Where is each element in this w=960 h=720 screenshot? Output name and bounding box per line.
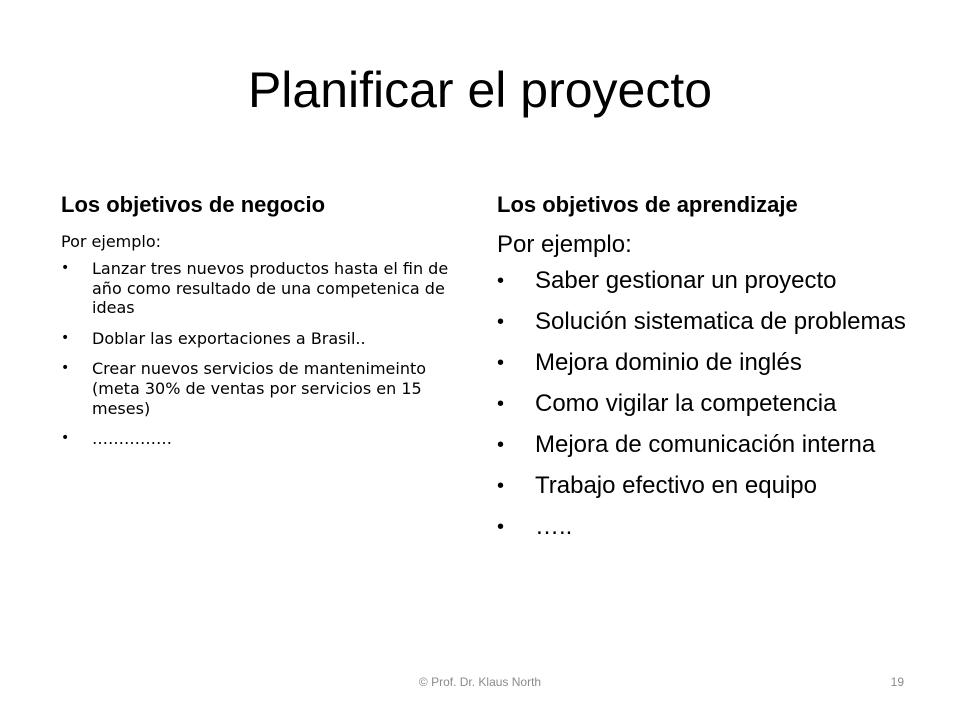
list-item-text: …..: [535, 513, 573, 540]
list-item-text: Trabajo efectivo en equipo: [535, 472, 817, 499]
list-item-text: ……………: [92, 429, 172, 449]
list-item: [497, 512, 917, 542]
list-item-text: Crear nuevos servicios de mantenimeinto (meta 30% de ventas por servicios en 15 meses): [92, 359, 427, 418]
list-item: [497, 307, 917, 337]
business-objectives-heading: Los objetivos de negocio: [61, 192, 326, 217]
list-item: [497, 266, 917, 296]
bullet-icon: •: [497, 311, 505, 333]
list-item: [497, 471, 917, 501]
list-item: [61, 259, 461, 318]
learning-objectives-list: [497, 266, 917, 542]
list-item: [61, 429, 461, 449]
list-item-text: Saber gestionar un proyecto: [535, 267, 837, 294]
list-item: [61, 329, 461, 349]
bullet-icon: •: [61, 329, 70, 346]
bullet-icon: •: [497, 352, 505, 374]
list-item: [497, 389, 917, 419]
learning-objectives-intro: Por ejemplo:: [497, 231, 632, 258]
list-item: [61, 359, 461, 418]
bullet-icon: •: [497, 434, 505, 456]
learning-objectives-heading: Los objetivos de aprendizaje: [497, 192, 798, 217]
list-item-text: Mejora de comunicación interna: [535, 431, 876, 458]
list-item: [497, 430, 917, 460]
bullet-icon: •: [497, 516, 505, 538]
list-item-text: Doblar las exportaciones a Brasil..: [92, 328, 366, 348]
page-number: 19: [890, 675, 904, 689]
business-objectives-intro: Por ejemplo:: [61, 232, 162, 251]
bullet-icon: •: [497, 475, 505, 497]
list-item-text: Como vigilar la competencia: [535, 390, 837, 417]
list-item-text: Mejora dominio de inglés: [535, 349, 802, 376]
bullet-icon: •: [61, 360, 70, 377]
bullet-icon: •: [61, 260, 70, 276]
learning-objectives-column: [497, 190, 917, 542]
list-item: [497, 348, 917, 378]
list-item-text: Lanzar tres nuevos productos hasta el fin de año como resultado de una competenica de ideas: [92, 259, 449, 318]
slide-title: Planificar el proyecto: [247, 62, 713, 118]
footer-credit: © Prof. Dr. Klaus North: [418, 675, 542, 689]
bullet-icon: •: [497, 270, 505, 292]
bullet-icon: •: [61, 430, 70, 447]
business-objectives-list: [61, 259, 461, 449]
business-objectives-column: [61, 190, 461, 449]
list-item-text: Solución sistematica de problemas: [535, 308, 906, 335]
bullet-icon: •: [497, 393, 505, 415]
